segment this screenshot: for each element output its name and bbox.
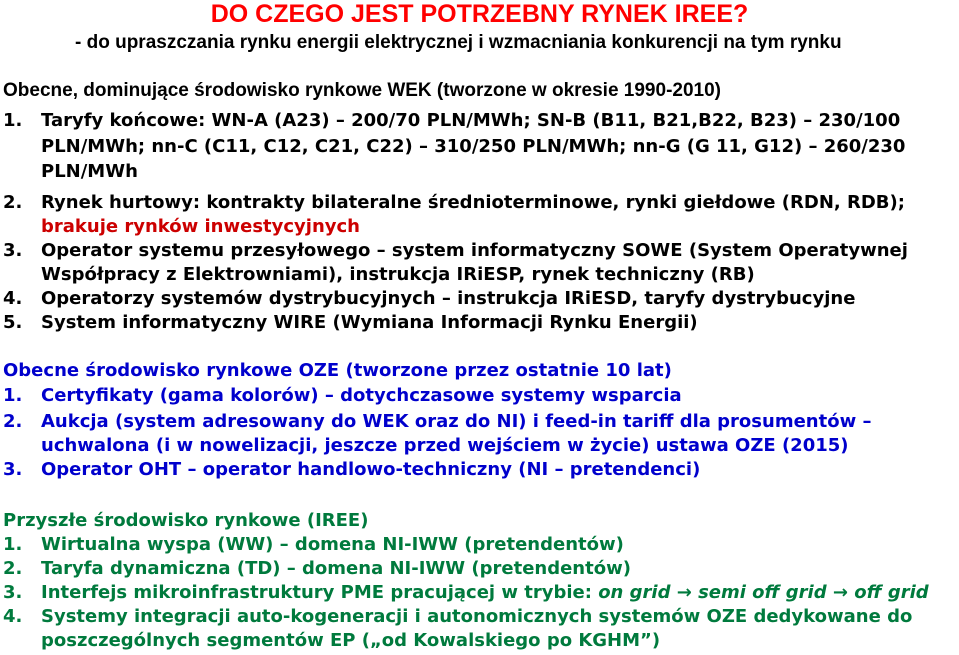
s3-item1-line1: 1. Wirtualna wyspa (WW) – domena NI-IWW (pretendentów)	[3, 534, 624, 555]
section3-heading: Przyszłe środowisko rynkowe (IREE)	[3, 510, 369, 531]
s2-item3-line1: 3. Operator OHT – operator handlowo-techniczny (NI – pretendenci)	[3, 459, 701, 480]
s1-item3-line1: 3. Operator systemu przesyłowego – system informatyczny SOWE (System Operatywnej	[3, 240, 908, 261]
section2-heading: Obecne środowisko rynkowe OZE (tworzone przez ostatnie 10 lat)	[3, 360, 672, 381]
s3-item3-line1: 3. Interfejs mikroinfrastruktury PME pracującej w trybie: on grid → semi off grid → off grid	[3, 582, 929, 603]
s1-item4-line1: 4. Operatorzy systemów dystrybucyjnych – instrukcja IRiESD, taryfy dystrybucyjne	[3, 288, 856, 309]
s3-item4-line1: 4. Systemy integracji auto-kogeneracji i autonomicznych systemów OZE dedykowane do	[3, 606, 913, 627]
s3-item4-line2: poszczególnych segmentów EP („od Kowalskiego po KGHM”)	[41, 630, 661, 651]
page-title: DO CZEGO JEST POTRZEBNY RYNEK IREE?	[210, 0, 749, 28]
s1-item1-line1: 1. Taryfy końcowe: WN-A (A23) – 200/70 PLN/MWh; SN-B (B11, B21,B22, B23) – 230/100	[3, 110, 901, 131]
s1-item2-extra: brakuje rynków inwestycyjnych	[41, 216, 360, 237]
s1-item1-line3: PLN/MWh	[41, 161, 138, 182]
section1-heading: Obecne, dominujące środowisko rynkowe WEK (tworzone w okresie 1990-2010)	[3, 80, 721, 101]
s1-item3-line2: Współpracy z Elektrowniami), instrukcja IRiESP, rynek techniczny (RB)	[41, 264, 755, 285]
s1-item1-line2: PLN/MWh; nn-C (C11, C12, C21, C22) – 310/250 PLN/MWh; nn-G (G 11, G12) – 260/230	[41, 136, 906, 157]
s1-item2-line1: 2. Rynek hurtowy: kontrakty bilateralne średnioterminowe, rynki giełdowe (RDN, RDB);	[3, 192, 905, 213]
s1-item5-line1: 5. System informatyczny WIRE (Wymiana Informacji Rynku Energii)	[3, 312, 698, 333]
grid-mode-sequence: on grid → semi off grid → off grid	[598, 582, 929, 603]
s2-item2-line2: uchwalona (i w nowelizacji, jeszcze przed wejściem w życie) ustawa OZE (2015)	[41, 435, 849, 456]
s2-item1-line1: 1. Certyfikaty (gama kolorów) – dotychczasowe systemy wsparcia	[3, 385, 682, 406]
s2-item2-line1: 2. Aukcja (system adresowany do WEK oraz do NI) i feed-in tariff dla prosumentów –	[3, 411, 872, 432]
s3-item2-line1: 2. Taryfa dynamiczna (TD) – domena NI-IWW (pretendentów)	[3, 558, 631, 579]
page-subtitle: - do upraszczania rynku energii elektrycznej i wzmacniania konkurencji na tym rynku	[75, 32, 842, 53]
